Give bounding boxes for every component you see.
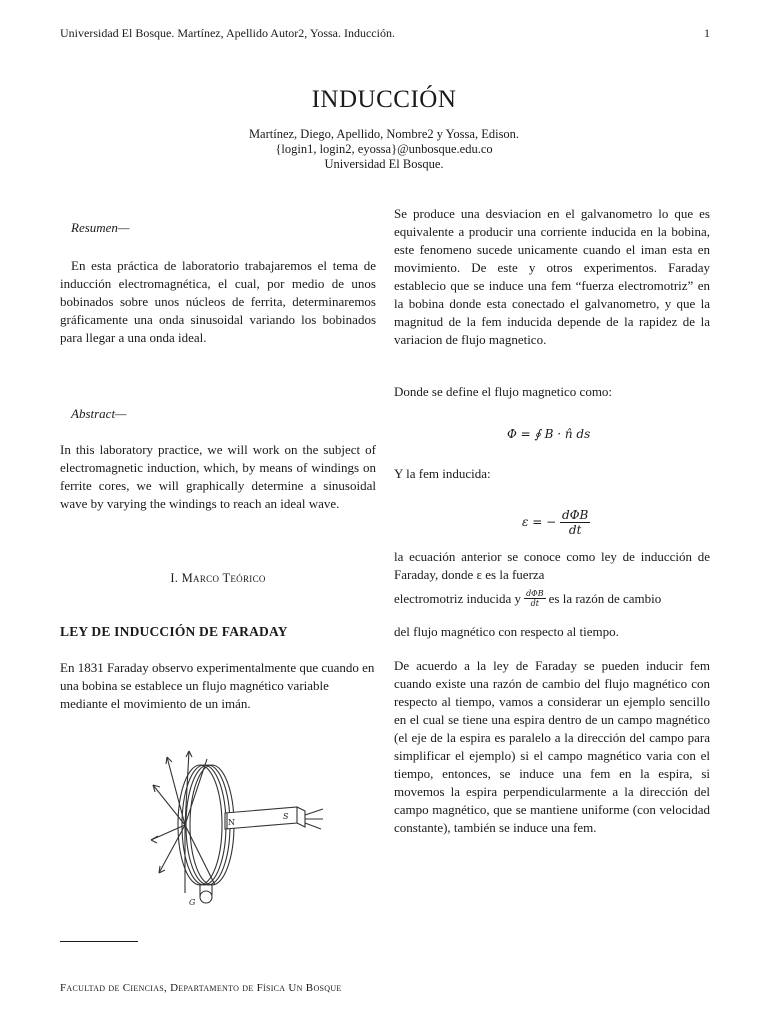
inline-denominator: dt <box>530 599 540 608</box>
inline-fraction <box>524 589 546 608</box>
abstract-heading: Abstract— <box>71 406 127 421</box>
page-footer: Facultad de Ciencias, Departamento de Física Un Bosque <box>60 982 342 994</box>
coil-ring <box>186 765 230 885</box>
right-paragraph-4-line <box>394 589 710 608</box>
author-affiliation: Universidad El Bosque. <box>324 157 444 171</box>
right-paragraph-2: Donde se define el flujo magnetico como: <box>394 384 613 399</box>
author-block <box>0 127 768 172</box>
running-title: Universidad El Bosque. Martínez, Apellido Autor2, Yossa. Inducción. <box>60 26 395 40</box>
emf-equation <box>522 508 590 537</box>
galvanometer <box>200 891 212 903</box>
south-pole-label: S <box>283 812 289 821</box>
galvanometer-label: G <box>189 898 196 905</box>
right-paragraph-4d: del flujo magnético con respecto al tiempo. <box>394 624 619 639</box>
subsection-title: LEY DE INDUCCIÓN DE FARADAY <box>60 624 288 639</box>
author-emails: {login1, login2, eyossa}@unbosque.edu.co <box>275 142 493 156</box>
field-line <box>159 825 185 873</box>
running-header <box>60 26 710 41</box>
inline-numerator: dΦB <box>526 589 544 598</box>
right-paragraph-4a: la ecuación anterior se conoce como ley de inducción de Faraday, donde ε es la fuerza <box>394 549 710 582</box>
resumen-heading: Resumen— <box>71 220 130 235</box>
paper-title: INDUCCIÓN <box>311 86 457 113</box>
flux-equation: Φ = ∮ B · n̂ ds <box>507 427 591 441</box>
section-title: I. Marco Teórico <box>170 571 266 585</box>
emf-lhs: ε = − <box>522 515 557 529</box>
right-paragraph-1: Se produce una desviacion en el galvanometro lo que es equivalente a producir una corriente inducida en la bobina, este fenomeno sucede unicamente cuando el iman esta en movimiento. De este y otros experimentos. Faraday establecio que se induce una fem “fuerza electromotriz” en la bobina donde esta conectado el galvanometro, y que la magnitud de la fem inducida depende de la rapidez de la variacion de flujo magnetico. <box>394 206 710 347</box>
abstract-body: In this laboratory practice, we will work on the subject of electromagnetic induction, which, by means of windings on ferrite cores, we will graphically determine a sinusoidal wave by varying the windings to reach an ideal wave. <box>60 442 376 511</box>
right-paragraph-5: De acuerdo a la ley de Faraday se pueden inducir fem cuando existe una razón de cambio del flujo magnético con respecto al tiempo, vamos a considerar un ejemplo sencillo en el cual se tiene una espira dentro de un campo magnético (el eje de la espira es paralelo a la dirección del campo para simplificar el ejemplo) si el campo magnético varia con el tiempo, entonces, se induce una fem en la espira, si movemos la espira perpendicularmente a la dirección del campo magnético, que se mantiene uniforme (con velocidad constante), también se induce una fem. <box>394 658 710 835</box>
faraday-coil-figure <box>145 745 325 905</box>
page-number: 1 <box>704 26 710 40</box>
right-paragraph-4c: es la razón de cambio <box>548 590 662 606</box>
right-paragraph-4b: electromotriz inducida y <box>394 590 522 606</box>
right-paragraph-3: Y la fem inducida: <box>394 466 491 481</box>
emf-denominator: dt <box>568 523 582 537</box>
emf-fraction <box>560 508 590 537</box>
resumen-body: En esta práctica de laboratorio trabajaremos el tema de inducción electromagnética, el cual, por medio de unos bobinados sobre unos núcleos de ferrita, determinaremos gráficamente una onda sinusoidal variando los bobinados para llegar a una onda ideal. <box>60 258 376 345</box>
coil-ring <box>182 765 226 885</box>
footnote-rule <box>60 941 138 942</box>
author-names: Martínez, Diego, Apellido, Nombre2 y Yossa, Edison. <box>248 127 520 141</box>
intro-paragraph: En 1831 Faraday observo experimentalmente que cuando en una bobina se establece un flujo magnético variable mediante el movimiento de un imán. <box>60 660 375 711</box>
emf-numerator: dΦB <box>562 508 589 522</box>
field-line <box>151 825 185 840</box>
north-pole-label: N <box>228 818 235 827</box>
